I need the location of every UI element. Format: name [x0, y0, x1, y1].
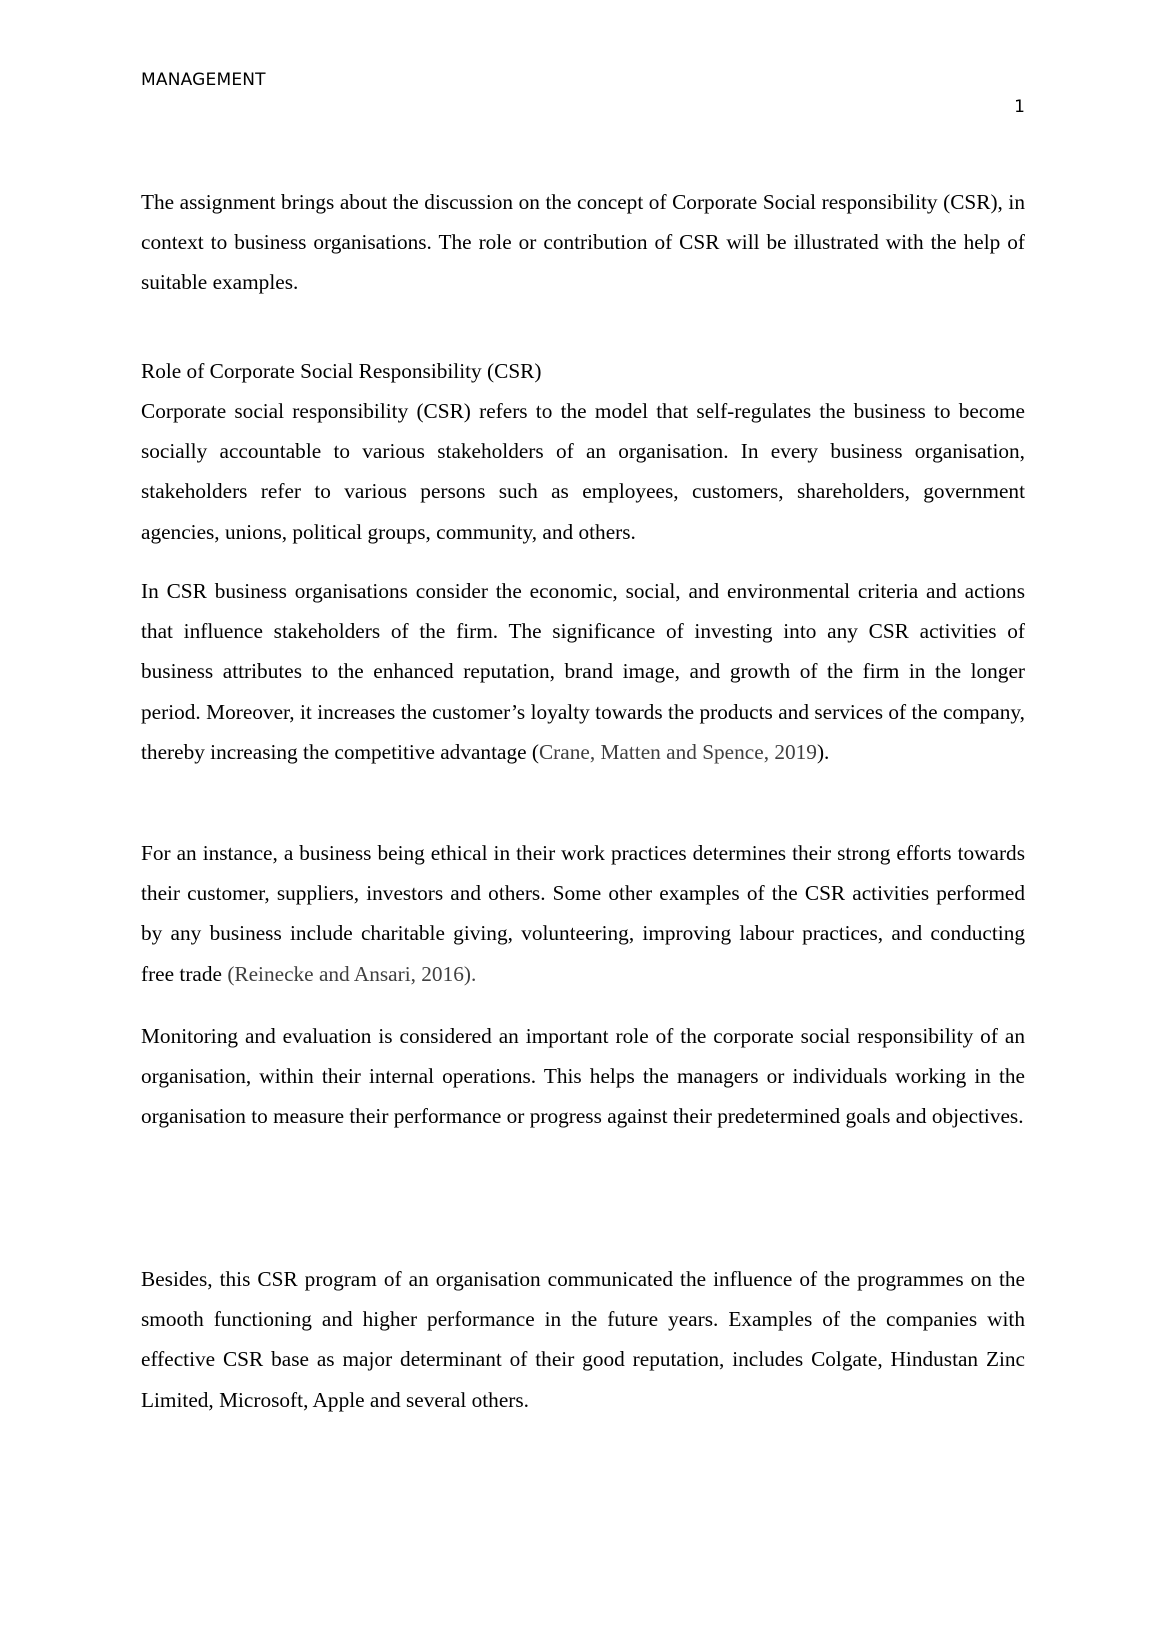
section-heading-block: [141, 351, 1025, 391]
intro-block: [141, 182, 1025, 303]
paragraph-1-block: [141, 391, 1025, 552]
citation-crane: Crane, Matten and Spence, 2019: [538, 739, 817, 764]
citation-reinecke: (Reinecke and Ansari, 2016).: [227, 961, 477, 986]
paragraph-5-block: [141, 1259, 1025, 1420]
paragraph-1: Corporate social responsibility (CSR) refers to the model that self-regulates the business to become socially accountable to various stakeholders of an organisation. In every business organisation, stakeholders refer to various persons such as employees, customers, shareholders, government agencies, unions, political groups, community, and others.: [141, 399, 1025, 544]
paragraph-4-block: [141, 1016, 1025, 1137]
paragraph-3-block: [141, 833, 1025, 994]
paragraph-3: [141, 833, 1025, 994]
paragraph-2-block: [141, 571, 1025, 772]
paragraph-4: Monitoring and evaluation is considered an important role of the corporate social responsibility of an organisation, within their internal operations. This helps the managers or individuals working in the organisation to measure their performance or progress against their predetermined goals and objectives.: [141, 1024, 1025, 1129]
section-heading: Role of Corporate Social Responsibility (CSR): [141, 359, 542, 383]
paragraph-5: Besides, this CSR program of an organisation communicated the influence of the programmes on the smooth functioning and higher performance in the future years. Examples of the companies with effective CSR base as major determinant of their good reputation, includes Colgate, Hindustan Zinc Limited, Microsoft, Apple and several others.: [141, 1267, 1025, 1412]
running-head: MANAGEMENT: [141, 70, 266, 90]
intro-paragraph: The assignment brings about the discussion on the concept of Corporate Social responsibility (CSR), in context to business organisations. The role or contribution of CSR will be illustrated with the help of suitable examples.: [141, 190, 1025, 295]
paragraph-2-end: ).: [816, 739, 830, 764]
paragraph-3-text: For an instance, a business being ethical in their work practices determines their strong efforts towards their customer, suppliers, investors and others. Some other examples of the CSR activities performed by any business include charitable giving, volunteering, improving labour practices, and conducting free trade: [141, 841, 1025, 986]
paragraph-2: [141, 571, 1025, 772]
page-number: 1: [1014, 97, 1025, 117]
paragraph-2-text: In CSR business organisations consider the economic, social, and environmental criteria and actions that influence stakeholders of the firm. The significance of investing into any CSR activities of business attributes to the enhanced reputation, brand image, and growth of the firm in the longer period. Moreover, it increases the customer’s loyalty towards the products and services of the company, thereby increasing the competitive advantage (: [141, 579, 1025, 764]
